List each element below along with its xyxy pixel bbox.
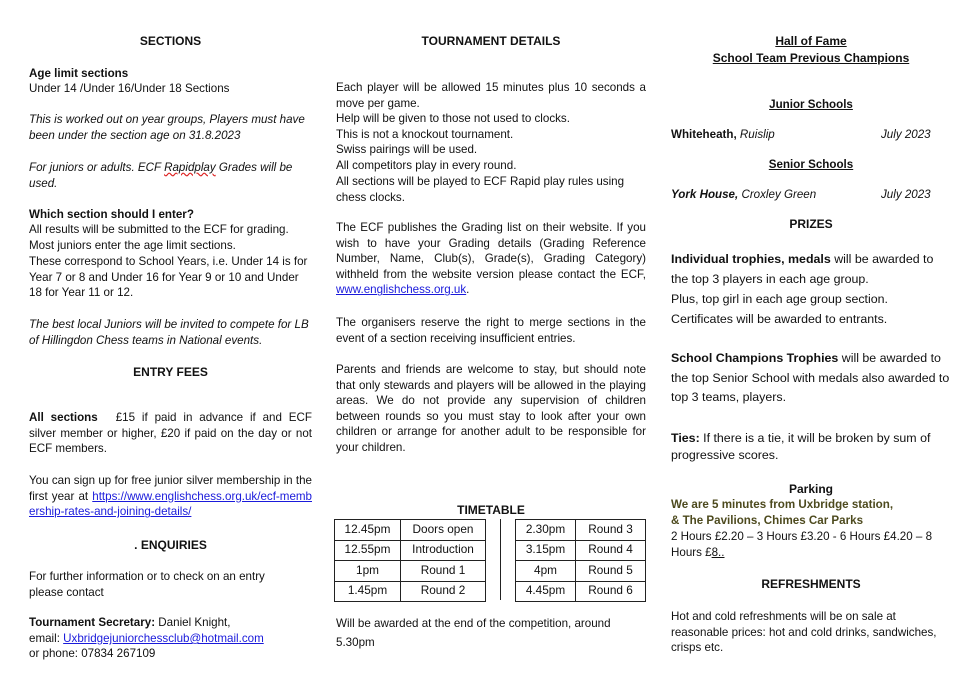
membership-note xyxy=(29,473,312,520)
time-cell: 1pm xyxy=(335,561,401,582)
tournament-p4: Swiss pairings will be used. xyxy=(336,143,478,156)
parking-heading: Parking xyxy=(788,482,833,496)
ties-bold: Ties: xyxy=(671,431,700,445)
juniors-grade-post: Grades will be used. xyxy=(29,161,293,190)
event-cell: Round 1 xyxy=(401,561,486,582)
time-cell: 2.30pm xyxy=(516,520,576,541)
table-row xyxy=(335,520,486,541)
award-note: Will be awarded at the end of the competition, around 5.30pm xyxy=(336,617,611,649)
time-cell: 3.15pm xyxy=(516,540,576,561)
all-sections-text: £15 if paid in advance if and ECF silver member or higher, £20 if paid on the day or not ECF members. xyxy=(29,411,312,456)
parking-line-2: & The Pavilions, Chimes Car Parks xyxy=(671,514,864,527)
juniors-grade-pre: For juniors or adults. ECF xyxy=(29,161,165,174)
table-row xyxy=(516,520,646,541)
time-cell: 1.45pm xyxy=(335,581,401,602)
secretary-name: Daniel Knight, xyxy=(155,616,231,629)
rapidplay-word: Rapidplay xyxy=(164,161,216,174)
ecf-end: . xyxy=(466,283,470,297)
junior-champion-row xyxy=(671,127,951,143)
refreshments-heading: REFRESHMENTS xyxy=(761,577,861,591)
organisers-note: The organisers reserve the right to merge sections in the event of a section receiving insufficient entries. xyxy=(336,316,646,345)
senior-place: Croxley Green xyxy=(738,188,817,201)
ties-note xyxy=(671,430,951,464)
individual-prizes-text: will be awarded to the top 3 players in each age group. xyxy=(671,252,934,286)
event-cell: Round 4 xyxy=(576,540,646,561)
time-cell: 12.45pm xyxy=(335,520,401,541)
event-cell: Introduction xyxy=(401,540,486,561)
junior-school: Whiteheath, xyxy=(671,128,737,141)
senior-champion-row xyxy=(671,187,951,203)
ecf-paragraph xyxy=(336,220,646,298)
timetable-left xyxy=(334,519,486,602)
event-cell: Round 5 xyxy=(576,561,646,582)
tournament-p3: This is not a knockout tournament. xyxy=(336,128,514,141)
email-link[interactable]: Uxbridgejuniorchessclub@hotmail.com xyxy=(63,632,264,645)
certificates: Certificates will be awarded to entrants. xyxy=(671,312,888,326)
school-trophies-bold: School Champions Trophies xyxy=(671,351,839,365)
table-row xyxy=(335,581,486,602)
refreshments-text: Hot and cold refreshments will be on sale at reasonable prices: hot and cold drinks, sandwiches, crisps etc. xyxy=(671,610,937,655)
membership-text: You can sign up for free junior silver membership in the first year at xyxy=(29,474,312,503)
junior-schools-heading: Junior Schools xyxy=(769,98,853,111)
tournament-p1: Each player will be allowed 15 minutes plus 10 seconds a move per game. xyxy=(336,81,646,110)
table-row xyxy=(335,561,486,582)
all-sections-label: All sections xyxy=(29,411,98,424)
tournament-p2: Help will be given to those not used to clocks. xyxy=(336,112,570,125)
time-cell: 4.45pm xyxy=(516,581,576,602)
junior-place: Ruislip xyxy=(736,128,775,141)
best-juniors-note: The best local Juniors will be invited to compete for LB of Hillingdon Chess teams in National events. xyxy=(29,318,309,347)
tournament-heading: TOURNAMENT DETAILS xyxy=(421,34,561,48)
age-note: This is worked out on year groups, Players must have been under the section age on 31.8.2023 xyxy=(29,113,305,142)
school-trophies xyxy=(671,349,951,408)
secretary-label: Tournament Secretary: xyxy=(29,616,156,629)
timetable-heading: TIMETABLE xyxy=(457,503,525,517)
parking-rates xyxy=(671,529,951,560)
tournament-p6: All sections will be played to ECF Rapid play rules using chess clocks. xyxy=(336,175,625,204)
individual-prizes-bold: Individual trophies, medals xyxy=(671,252,831,266)
individual-prizes xyxy=(671,250,951,289)
tournament-p5: All competitors play in every round. xyxy=(336,159,517,172)
table-row xyxy=(516,561,646,582)
membership-link[interactable]: https://www.englishchess.org.uk/ecf-membership-rates-and-joining-details/ xyxy=(29,489,312,519)
parking-rates-end: 8.. xyxy=(711,545,725,559)
ecf-text: The ECF publishes the Grading list on their website. If you wish to have your Grading details (Grading Reference Number, Name, Club(s), Grade(s), Grading Category) withheld from the website version please contact the ECF, xyxy=(336,221,646,281)
entry-fees-heading: ENTRY FEES xyxy=(133,365,208,379)
which-section-title: Which section should I enter? xyxy=(29,208,194,221)
junior-date: July 2023 xyxy=(881,128,931,141)
age-limit-list: Under 14 /Under 16/Under 18 Sections xyxy=(29,82,230,95)
event-cell: Round 2 xyxy=(401,581,486,602)
girl-prize: Plus, top girl in each age group section. xyxy=(671,292,888,306)
event-cell: Round 3 xyxy=(576,520,646,541)
parking-rates-text: 2 Hours £2.20 – 3 Hours £3.20 - 6 Hours £4.20 – 8 Hours £ xyxy=(671,530,933,559)
timetable-right xyxy=(515,519,646,602)
ties-text: If there is a tie, it will be broken by sum of progressive scores. xyxy=(671,431,931,462)
table-row xyxy=(516,581,646,602)
table-row xyxy=(516,540,646,561)
which-line-2: Most juniors enter the age limit sections. xyxy=(29,239,236,252)
time-cell: 12.55pm xyxy=(335,540,401,561)
time-cell: 4pm xyxy=(516,561,576,582)
all-sections-fee xyxy=(29,410,312,457)
which-line-3: These correspond to School Years, i.e. Under 14 is for Year 7 or 8 and Under 16 for Year 9 or 10 and Under 18 for Year 11 or 12. xyxy=(29,255,308,300)
ecf-link[interactable]: www.englishchess.org.uk xyxy=(336,283,467,297)
enquiries-text: For further information or to check on an entry please contact xyxy=(29,570,265,599)
age-limit-title: Age limit sections xyxy=(29,67,129,80)
secretary-line xyxy=(29,615,312,631)
hall-of-fame-subtitle: School Team Previous Champions xyxy=(712,51,910,65)
parking-line-1: We are 5 minutes from Uxbridge station, xyxy=(671,498,894,511)
which-line-1: All results will be submitted to the ECF for grading. xyxy=(29,223,289,236)
event-cell: Doors open xyxy=(401,520,486,541)
hall-of-fame-title: Hall of Fame xyxy=(775,34,847,48)
sections-heading: SECTIONS xyxy=(139,34,202,48)
prizes-heading: PRIZES xyxy=(789,217,833,231)
email-label: email: xyxy=(29,632,64,645)
event-cell: Round 6 xyxy=(576,581,646,602)
senior-school: York House, xyxy=(671,188,739,201)
table-row xyxy=(335,540,486,561)
parents-note: Parents and friends are welcome to stay, but should note that only stewards and players will be allowed in the playing areas. We do not provide any supervision of children between rounds so you must stay to look after your own children or arrange for another adult to be responsible for your children. xyxy=(336,363,646,454)
enquiries-heading: . ENQUIRIES xyxy=(134,538,207,552)
school-trophies-text: will be awarded to the top Senior School with medals also awarded to top 3 teams, players. xyxy=(671,351,950,405)
senior-date: July 2023 xyxy=(881,188,931,201)
juniors-grade-note xyxy=(29,160,304,191)
timetable-divider xyxy=(500,519,501,600)
phone-line: or phone: 07834 267109 xyxy=(29,647,156,660)
email-line xyxy=(29,631,312,647)
senior-schools-heading: Senior Schools xyxy=(768,158,854,171)
